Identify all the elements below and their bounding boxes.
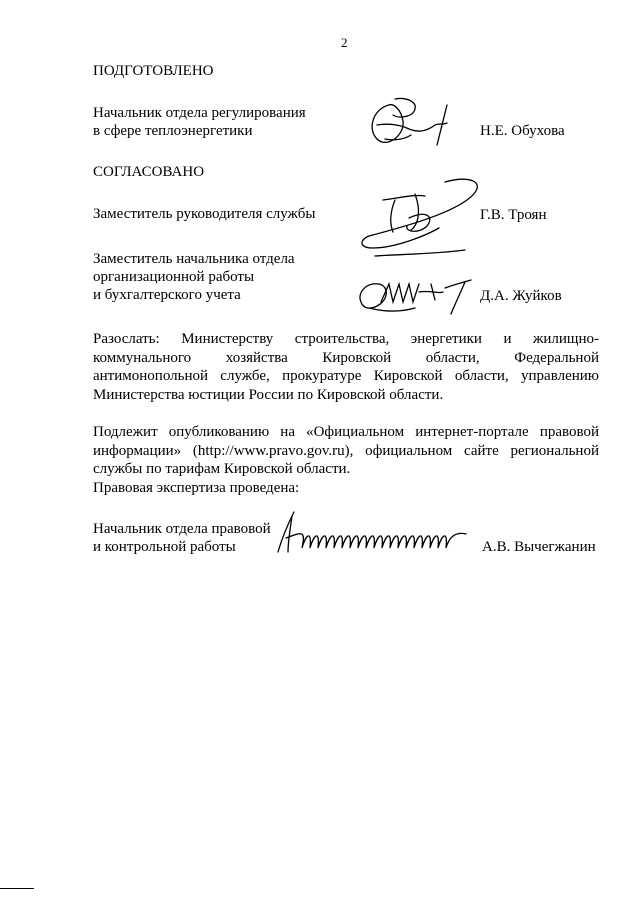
legal-position-line1: Начальник отдела правовой bbox=[93, 521, 271, 537]
publication-expertise: Правовая экспертиза проведена: bbox=[93, 479, 300, 496]
legal-name: А.В. Вычегжанин bbox=[482, 539, 596, 555]
publication-line3: службы по тарифам Кировской области. bbox=[93, 461, 351, 477]
prepared-position-line1: Начальник отдела регулирования bbox=[93, 105, 306, 121]
publication-line1: Подлежит опубликованию на «Официальном интернет-портале правовой bbox=[93, 424, 599, 440]
agreed-signer1-position: Заместитель руководителя службы bbox=[93, 206, 316, 222]
distribution-line4: Министерства юстиции России по Кировской области. bbox=[93, 386, 444, 403]
page-number: 2 bbox=[341, 35, 348, 50]
signature-zhuikov bbox=[355, 272, 475, 316]
agreed-signer2-name: Д.А. Жуйков bbox=[480, 288, 562, 304]
agreed-signer1-name: Г.В. Троян bbox=[480, 207, 547, 223]
distribution-line3: антимонопольной службе, прокуратуре Кировской области, управлению bbox=[93, 368, 599, 384]
agreed-signer2-position-line3: и бухгалтерского учета bbox=[93, 287, 241, 303]
signature-troyan bbox=[355, 170, 485, 265]
footnote-divider bbox=[0, 888, 34, 889]
publication-line2: информации» (http://www.pravo.gov.ru), официальном сайте региональной bbox=[93, 442, 599, 459]
prepared-position-line2: в сфере теплоэнергетики bbox=[93, 123, 253, 139]
agreed-signer2-position-line1: Заместитель начальника отдела bbox=[93, 251, 295, 267]
distribution-line2: коммунального хозяйства Кировской области, Федеральной bbox=[93, 349, 599, 366]
legal-position-line2: и контрольной работы bbox=[93, 539, 236, 555]
agreed-signer2-position-line2: организационной работы bbox=[93, 269, 255, 285]
distribution-paragraph bbox=[93, 330, 599, 404]
prepared-heading: ПОДГОТОВЛЕНО bbox=[93, 63, 214, 79]
prepared-name: Н.Е. Обухова bbox=[480, 123, 565, 139]
distribution-line1: Разослать: Министерству строительства, энергетики и жилищно- bbox=[93, 331, 599, 347]
publication-paragraph bbox=[93, 423, 599, 497]
agreed-heading: СОГЛАСОВАНО bbox=[93, 164, 205, 180]
signature-obukhova bbox=[365, 95, 465, 151]
signature-vychegzhanin bbox=[272, 508, 472, 558]
